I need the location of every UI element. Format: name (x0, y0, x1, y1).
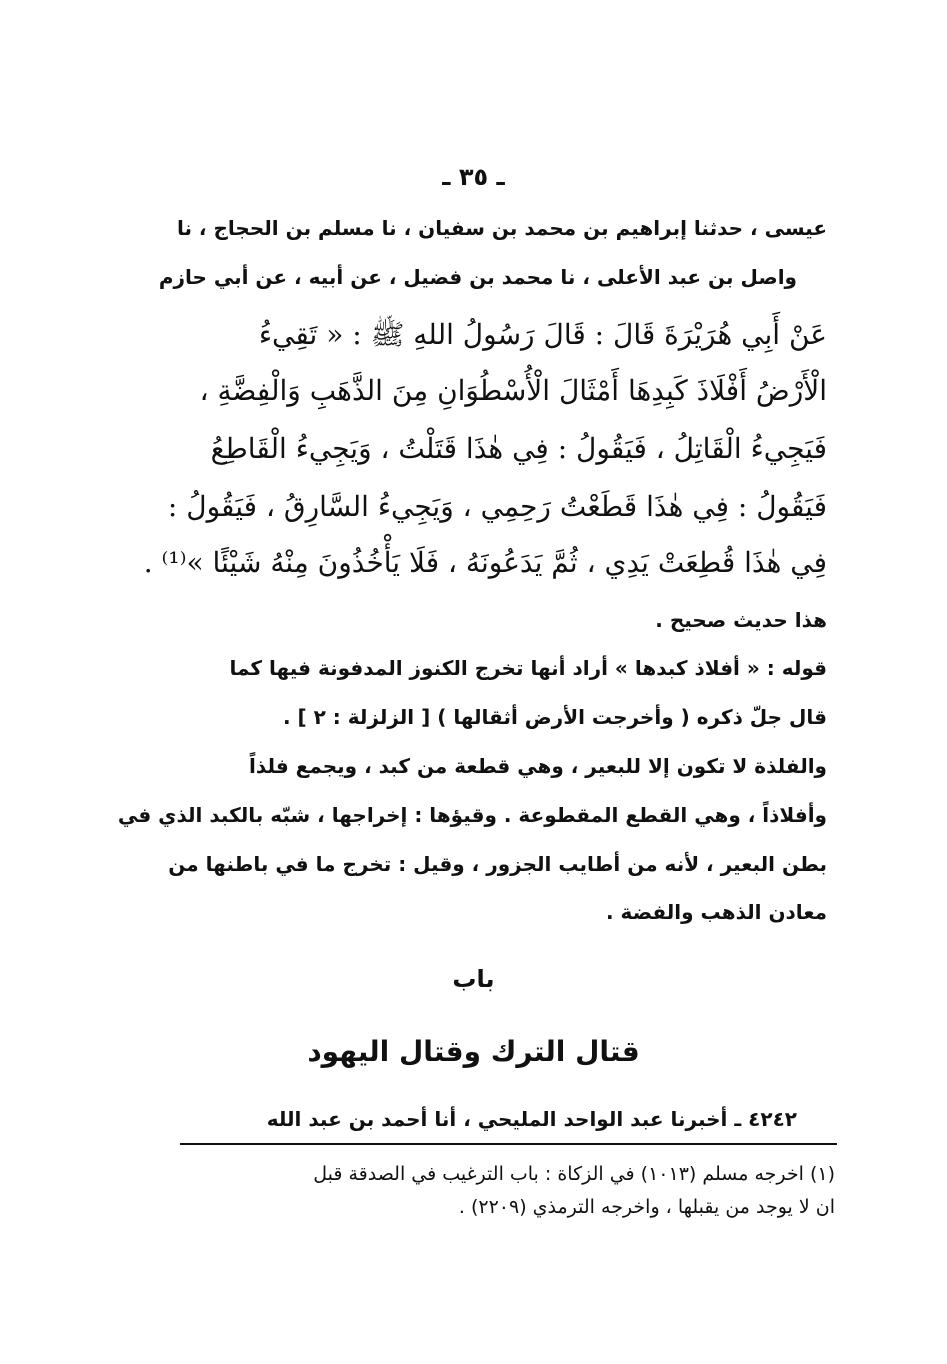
page-number: ـ ٣٥ ـ (442, 163, 505, 191)
commentary-line: والفلذة لا تكون إلا للبعير ، وهي قطعة من كبد ، ويجمع فلذاً (249, 754, 827, 778)
hadith-line: الْأَرْضُ أَفْلَاذَ كَبِدِهَا أَمْثَالَ الْأُسْطُوَانِ مِنَ الذَّهَبِ وَالْفِضَّةِ ، (199, 374, 827, 407)
chapter-label: باب (452, 965, 495, 993)
isnad-line: واصل بن عبد الأعلى ، نا محمد بن فضيل ، عن أبيه ، عن أبي حازم (158, 265, 797, 289)
hadith-line: عَنْ أَبِي هُرَيْرَةَ قَالَ : قَالَ رَسُولُ اللهِ ﷺ : « تَقِيءُ (258, 318, 827, 351)
footnote-divider (180, 1143, 837, 1145)
commentary-line: بطن البعير ، لأنه من أطايب الجزور ، وقيل : تخرج ما في باطنها من (168, 852, 827, 876)
hadith-line: فَيَجِيءُ الْقَاتِلُ ، فَيَقُولُ : فِي هٰذَا قَتَلْتُ ، وَيَجِيءُ الْقَاطِعُ (210, 432, 827, 465)
hadith-line: فِي هٰذَا قُطِعَتْ يَدِي ، ثُمَّ يَدَعُونَهُ ، فَلَا يَأْخُذُونَ مِنْهُ شَيْئًا »⁽¹⁾ . (143, 546, 827, 579)
hadith-grading: هذا حديث صحيح . (655, 608, 827, 632)
commentary-line: قوله : « أفلاذ كبدها » أراد أنها تخرج الكنوز المدفونة فيها كما (229, 656, 827, 680)
hadith-line: فَيَقُولُ : فِي هٰذَا قَطَعْتُ رَحِمِي ، وَيَجِيءُ السَّارِقُ ، فَيَقُولُ : (167, 490, 827, 523)
commentary-line: معادن الذهب والفضة . (606, 900, 827, 924)
footnote-line: ان لا يوجد من يقبلها ، واخرجه الترمذي (٢٢٠٩) . (458, 1196, 835, 1218)
chapter-title: قتال الترك وقتال اليهود (307, 1035, 640, 1068)
commentary-line: قال جلّ ذكره ( وأخرجت الأرض أثقالها ) [ الزلزلة : ٢ ] . (282, 705, 827, 729)
footnote-line: (١) اخرجه مسلم (١٠١٣) في الزكاة : باب الترغيب في الصدقة قبل (313, 1163, 835, 1185)
next-hadith-isnad: ٤٢٤٢ ـ أخبرنا عبد الواحد المليحي ، أنا أحمد بن عبد الله (266, 1107, 797, 1131)
commentary-line: وأفلاذاً ، وهي القطع المقطوعة . وقيؤها : إخراجها ، شبّه بالكبد الذي في (117, 803, 827, 827)
isnad-line: عيسى ، حدثنا إبراهيم بن محمد بن سفيان ، نا مسلم بن الحجاج ، نا (176, 216, 827, 240)
